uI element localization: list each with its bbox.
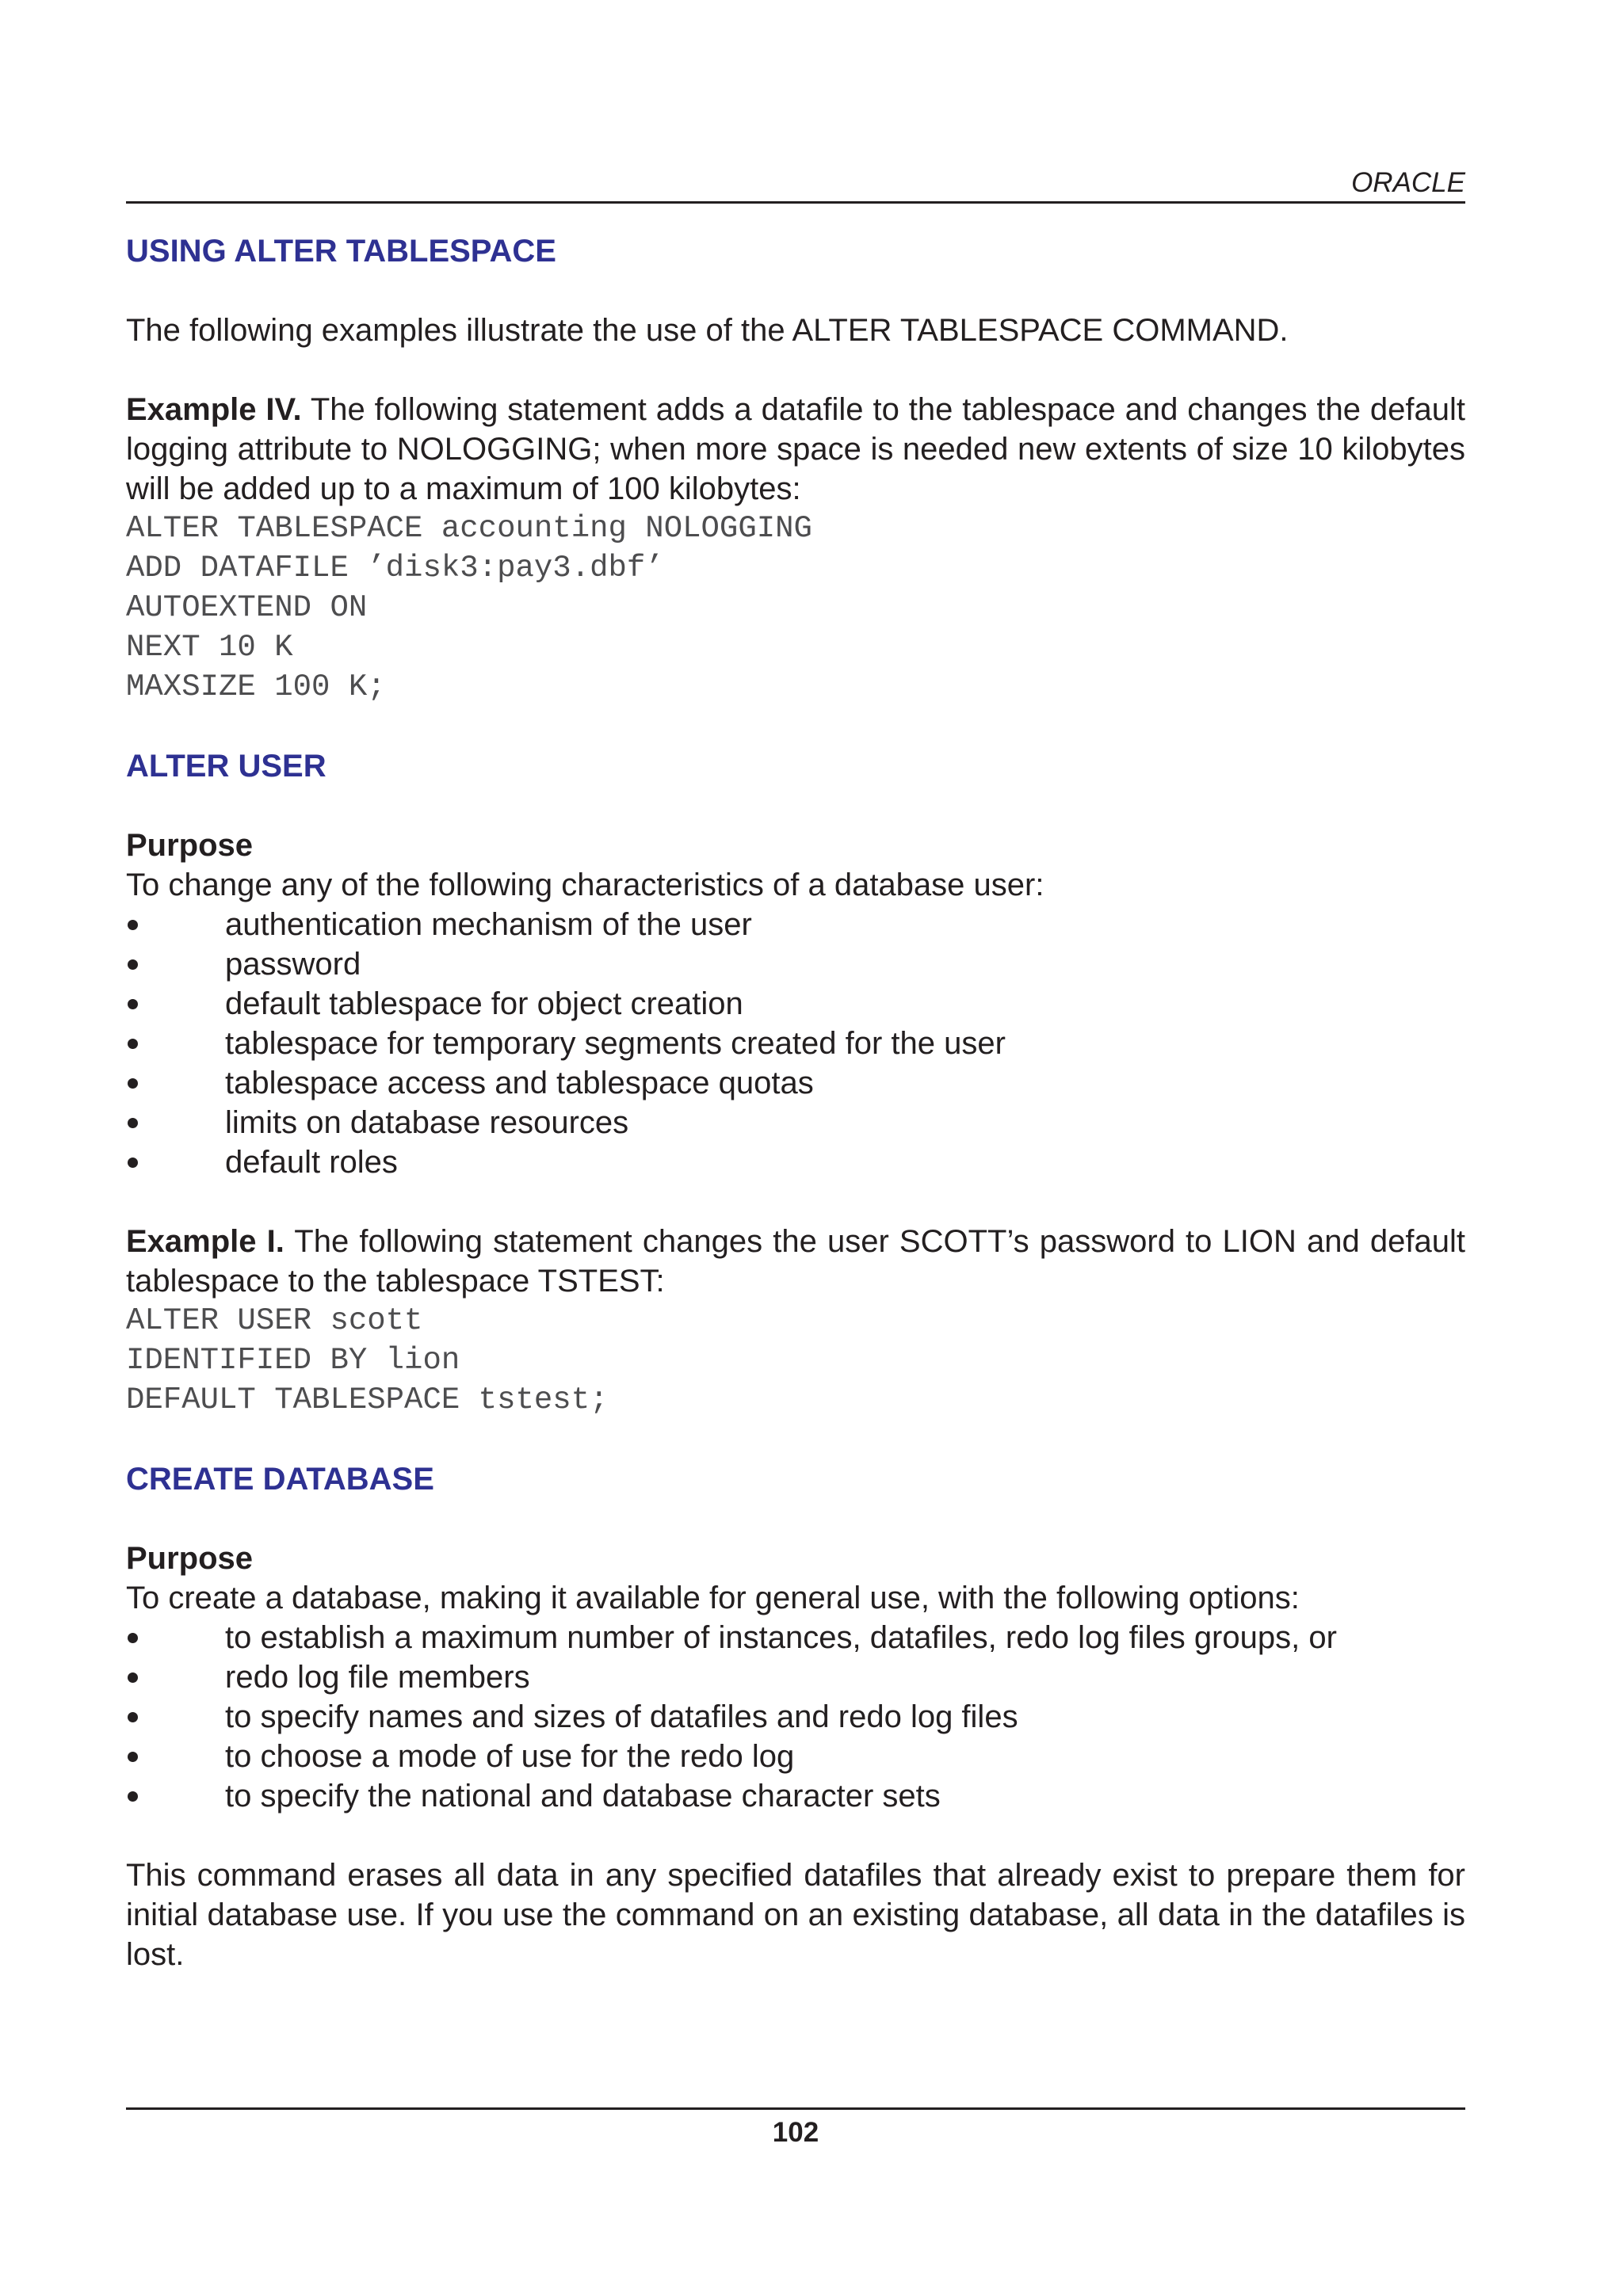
- list-item: [126, 1063, 1465, 1103]
- list-item-text: to establish a maximum number of instances, datafiles, redo log files groups, or: [225, 1620, 1337, 1655]
- example-i-paragraph: [126, 1222, 1465, 1301]
- alter-user-purpose-block: [126, 826, 1465, 1182]
- bullet-icon: [128, 1158, 138, 1168]
- section-create-database: [126, 1459, 1465, 1499]
- page-number: 102: [772, 2117, 819, 2148]
- bullet-list: [126, 1618, 1465, 1816]
- example-label: Example IV.: [126, 392, 302, 427]
- section-heading: USING ALTER TABLESPACE: [126, 234, 556, 269]
- code-line: ALTER USER scott: [126, 1303, 423, 1338]
- example-text: The following statement adds a datafile to the tablespace and changes the default logging attribute to NOLOGGING; when more space is needed new extents of size 10 kilobytes will be added up to a maximum of 100 kilobytes:: [126, 392, 1465, 506]
- header-rule: [126, 201, 1465, 204]
- example-text: The following statement changes the user SCOTT’s password to LION and default tablespace to the tablespace TSTEST:: [126, 1224, 1465, 1299]
- list-item: [126, 944, 1465, 984]
- bullet-icon: [128, 1791, 138, 1802]
- bullet-icon: [128, 1039, 138, 1049]
- example-i-block: [126, 1222, 1465, 1420]
- bullet-icon: [128, 1712, 138, 1722]
- intro-paragraph: The following examples illustrate the use of the ALTER TABLESPACE COMMAND.: [126, 313, 1289, 348]
- list-item: [126, 1737, 1465, 1776]
- bullet-icon: [128, 959, 138, 970]
- purpose-label: Purpose: [126, 828, 254, 863]
- list-item-text: limits on database resources: [225, 1105, 629, 1140]
- create-database-purpose-block: [126, 1539, 1465, 1816]
- bullet-icon: [128, 999, 138, 1009]
- code-line: NEXT 10 K: [126, 630, 293, 665]
- list-item-text: authentication mechanism of the user: [225, 907, 752, 942]
- bullet-icon: [128, 1752, 138, 1762]
- list-item: [126, 1103, 1465, 1142]
- example-iv-paragraph: [126, 390, 1465, 509]
- running-head: ORACLE: [1351, 167, 1465, 198]
- list-item: [126, 1618, 1465, 1657]
- list-item-text: tablespace for temporary segments created for the user: [225, 1026, 1006, 1061]
- list-item-text: default roles: [225, 1145, 398, 1180]
- code-line: ADD DATAFILE ’disk3:pay3.dbf’: [126, 551, 664, 585]
- bullet-icon: [128, 1118, 138, 1128]
- example-label: Example I.: [126, 1224, 285, 1259]
- intro-block: [126, 311, 1465, 350]
- example-iv-block: [126, 390, 1465, 707]
- purpose-text: To change any of the following characteristics of a database user:: [126, 868, 1044, 902]
- bullet-icon: [128, 920, 138, 930]
- purpose-text: To create a database, making it available for general use, with the following options:: [126, 1581, 1300, 1615]
- list-item-text: to choose a mode of use for the redo log: [225, 1739, 795, 1774]
- bullet-icon: [128, 1633, 138, 1643]
- list-item-text: tablespace access and tablespace quotas: [225, 1066, 814, 1100]
- bullet-icon: [128, 1078, 138, 1089]
- code-line: AUTOEXTEND ON: [126, 590, 368, 625]
- list-item: [126, 984, 1465, 1024]
- list-item: [126, 1657, 1465, 1697]
- list-item: [126, 1697, 1465, 1737]
- code-line: IDENTIFIED BY lion: [126, 1343, 460, 1378]
- list-item: [126, 1024, 1465, 1063]
- section-alter-user: [126, 746, 1465, 786]
- list-item-text: password: [225, 947, 361, 982]
- section-alter-tablespace: [126, 231, 1465, 271]
- purpose-label: Purpose: [126, 1541, 254, 1576]
- code-block: [126, 1301, 1465, 1420]
- list-item-text: default tablespace for object creation: [225, 986, 743, 1021]
- footer-rule: [126, 2107, 1465, 2110]
- code-block: [126, 509, 1465, 707]
- closing-paragraph: This command erases all data in any specified datafiles that already exist to prepare them for initial database use. If you use the command on an existing database, all data in the datafiles is lost.: [126, 1858, 1465, 1972]
- code-line: MAXSIZE 100 K;: [126, 669, 386, 704]
- list-item-text: to specify names and sizes of datafiles and redo log files: [225, 1699, 1018, 1734]
- section-heading: ALTER USER: [126, 749, 327, 784]
- bullet-icon: [128, 1672, 138, 1683]
- closing-block: [126, 1855, 1465, 1974]
- list-item: [126, 1142, 1465, 1182]
- list-item-text: redo log file members: [225, 1660, 530, 1695]
- list-item: [126, 905, 1465, 944]
- list-item-text: to specify the national and database character sets: [225, 1779, 941, 1814]
- code-line: ALTER TABLESPACE accounting NOLOGGING: [126, 511, 812, 546]
- bullet-list: [126, 905, 1465, 1182]
- list-item: [126, 1776, 1465, 1816]
- code-line: DEFAULT TABLESPACE tstest;: [126, 1383, 609, 1417]
- section-heading: CREATE DATABASE: [126, 1462, 434, 1497]
